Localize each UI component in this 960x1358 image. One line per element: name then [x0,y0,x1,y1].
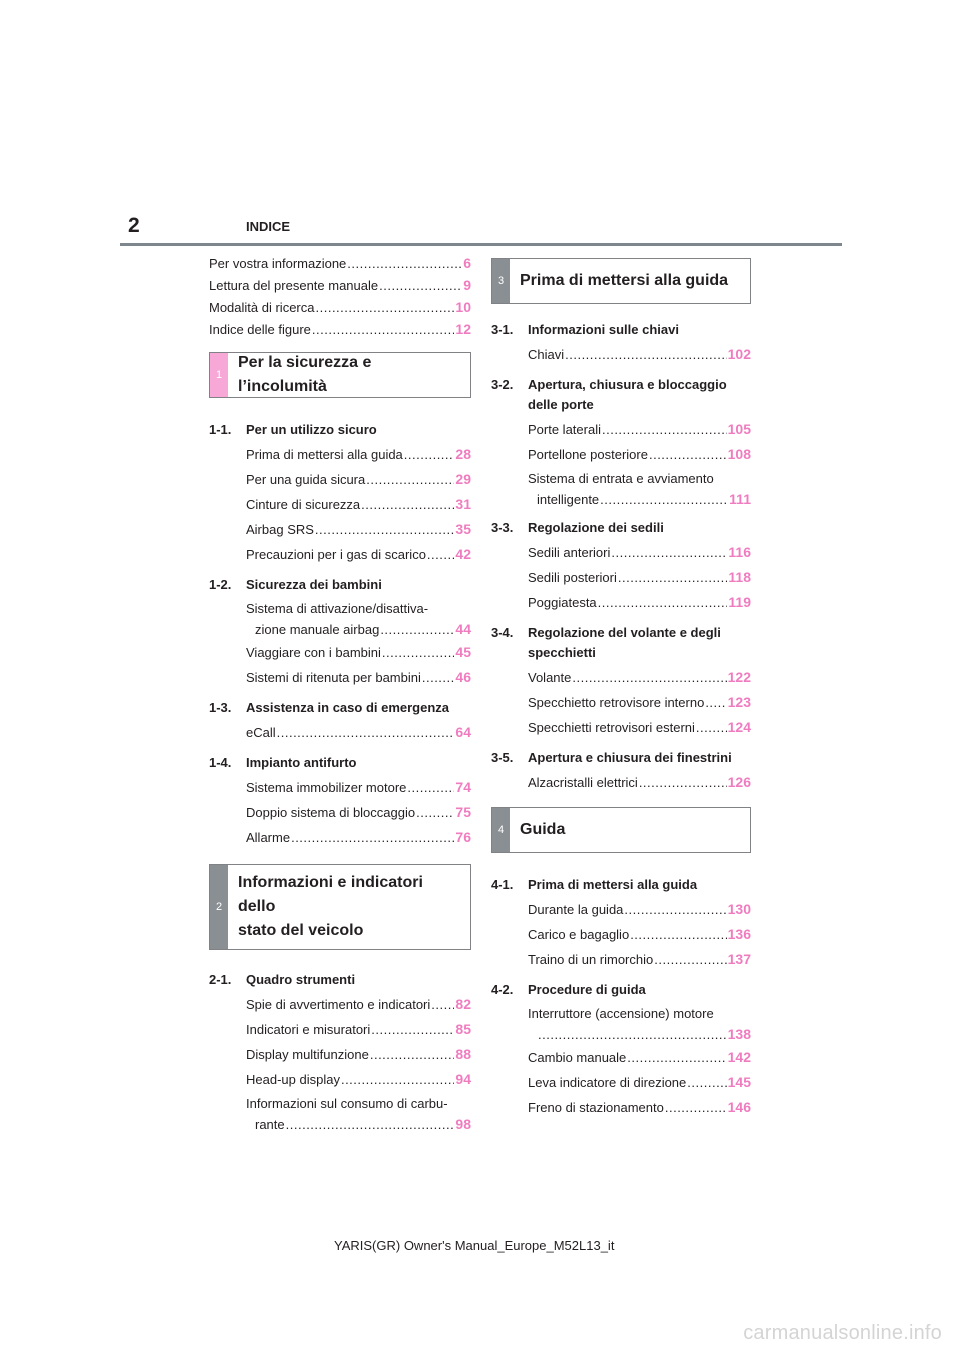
toc-entry[interactable]: Volante ..... 122 [528,665,751,690]
toc-entry[interactable]: Alzacristalli elettrici ..... 126 [528,770,751,795]
toc-entry[interactable]: Freno di stazionamento ..... 146 [528,1095,751,1120]
toc-entry[interactable]: Cambio manuale ..... 142 [528,1045,751,1070]
chapter-2-title: Informazioni e indicatori dello stato del veicolo [238,874,423,939]
page-link[interactable]: 145 [727,1074,751,1090]
toc-entry[interactable]: Specchietto retrovisore interno ..... 123 [528,690,751,715]
toc-entry[interactable]: Carico e bagaglio ..... 136 [528,922,751,947]
watermark: carmanualsonline.info [743,1322,942,1344]
toc-entry[interactable]: Porte laterali ..... 105 [528,417,751,442]
page-link[interactable]: 29 [455,471,471,487]
page-link[interactable]: 45 [455,644,471,660]
toc-entry[interactable]: Poggiatesta ..... 119 [528,590,751,615]
toc-entry[interactable]: Indice delle figure ..... 12 [209,318,471,340]
page-link[interactable]: 105 [727,421,751,437]
toc-entry[interactable]: Durante la guida ..... 130 [528,897,751,922]
toc-entry[interactable]: Specchietti retrovisori esterni ..... 124 [528,715,751,740]
page-link[interactable]: 46 [455,669,471,685]
chapter-3-tab: 3 [492,259,510,303]
page-link[interactable]: 126 [727,774,751,790]
toc-entry[interactable]: Head-up display ..... 94 [246,1067,471,1092]
section-heading: 2-1. Quadro strumenti [209,972,356,987]
toc-entry[interactable]: Per una guida sicura ..... 29 [246,467,471,492]
page-link[interactable]: 102 [727,346,751,362]
page-link[interactable]: 124 [727,719,751,735]
page-link[interactable]: 85 [455,1021,471,1037]
chapter-2-tab: 2 [210,865,228,949]
section-heading: 1-3. Assistenza in caso di emergenza [209,700,450,715]
section-heading: 1-4. Impianto antifurto [209,755,357,770]
toc-entry[interactable]: Viaggiare con i bambini ..... 45 [246,640,471,665]
page-link[interactable]: 31 [455,496,471,512]
chapter-4-title: Guida [520,821,566,838]
toc-entry[interactable]: Prima di mettersi alla guida ..... 28 [246,442,471,467]
page-link[interactable]: 9 [463,277,471,293]
page-link[interactable]: 137 [727,951,751,967]
chapter-1-title: Per la sicurezza e l’incolumità [238,354,372,395]
page-link[interactable]: 44 [455,621,471,637]
page-link[interactable]: 6 [463,255,471,271]
page-link[interactable]: 118 [728,569,751,585]
section-heading: 3-5. Apertura e chiusura dei finestrini [491,750,732,765]
page-link[interactable]: 12 [455,321,471,337]
chapter-4-box[interactable] [491,807,751,853]
toc-entry[interactable]: Sistema di attivazione/disattiva- zione manuale airbag ..... 44 [246,597,471,640]
chapter-3-title: Prima di mettersi alla guida [520,272,729,289]
page-link[interactable]: 146 [727,1099,751,1115]
toc-entry[interactable]: Portellone posteriore ..... 108 [528,442,751,467]
toc-entry[interactable]: eCall ..... 64 [246,720,471,745]
page-link[interactable]: 64 [455,724,471,740]
header-rule [120,243,842,246]
page-link[interactable]: 136 [727,926,751,942]
section-heading: 4-2. Procedure di guida [491,982,646,997]
toc-entry[interactable]: Sistemi di ritenuta per bambini ..... 46 [246,665,471,690]
page-link[interactable]: 88 [455,1046,471,1062]
section-heading: 3-4. Regolazione del volante e degli specchietti [491,625,721,660]
page-link[interactable]: 94 [455,1071,471,1087]
chapter-1-tab: 1 [210,353,228,397]
section-heading: 1-1. Per un utilizzo sicuro [209,422,377,437]
toc-entry[interactable]: Doppio sistema di bloccaggio ..... 75 [246,800,471,825]
page-link[interactable]: 28 [455,446,471,462]
page-link[interactable]: 42 [455,546,471,562]
toc-entry[interactable]: Sistema di entrata e avviamento intelligente ..... 111 [528,467,751,510]
toc-entry[interactable]: Traino di un rimorchio ..... 137 [528,947,751,972]
toc-entry[interactable]: Sedili posteriori ..... 118 [528,565,751,590]
toc-entry[interactable]: Airbag SRS ..... 35 [246,517,471,542]
chapter-2-box[interactable] [209,864,471,950]
page-link[interactable]: 75 [455,804,471,820]
toc-right-column [491,252,751,1120]
toc-entry[interactable]: Informazioni sul consumo di carbu- rante ..... 98 [246,1092,471,1135]
page-link[interactable]: 122 [727,669,751,685]
page-number: 2 [128,214,140,237]
page-link[interactable]: 35 [455,521,471,537]
page-link[interactable]: 108 [727,446,751,462]
toc-entry[interactable]: Chiavi ..... 102 [528,342,751,367]
toc-entry[interactable]: Interruttore (accensione) motore ..... 138 [528,1002,751,1045]
page-link[interactable]: 82 [455,996,471,1012]
toc-entry[interactable]: Sedili anteriori ..... 116 [528,540,751,565]
page-link[interactable]: 111 [729,491,751,507]
toc-entry[interactable]: Allarme ..... 76 [246,825,471,850]
chapter-1-box[interactable] [209,352,471,398]
page-link[interactable]: 119 [728,594,751,610]
page-link[interactable]: 130 [727,901,751,917]
toc-left-column [209,252,471,1135]
page-link[interactable]: 10 [455,299,471,315]
footer-text: YARIS(GR) Owner's Manual_Europe_M52L13_it [334,1238,615,1253]
page-link[interactable]: 74 [455,779,471,795]
page-link[interactable]: 123 [727,694,751,710]
chapter-3-box[interactable] [491,258,751,304]
page-link[interactable]: 116 [728,544,751,560]
toc-entry[interactable]: Lettura del presente manuale ..... 9 [209,274,471,296]
section-heading: 3-3. Regolazione dei sedili [491,520,664,535]
toc-entry[interactable]: Leva indicatore di direzione ..... 145 [528,1070,751,1095]
section-heading: 4-1. Prima di mettersi alla guida [491,877,698,892]
toc-entry[interactable]: Spie di avvertimento e indicatori ..... 82 [246,992,471,1017]
toc-entry[interactable]: Display multifunzione ..... 88 [246,1042,471,1067]
toc-entry[interactable]: Sistema immobilizer motore ..... 74 [246,775,471,800]
section-title: INDICE [246,219,291,234]
toc-entry[interactable]: Cinture di sicurezza ..... 31 [246,492,471,517]
toc-entry[interactable]: Precauzioni per i gas di scarico ..... 42 [246,542,471,567]
toc-entry[interactable]: Indicatori e misuratori ..... 85 [246,1017,471,1042]
toc-entry[interactable]: Per vostra informazione ..... 6 [209,252,471,274]
page-link[interactable]: 142 [727,1049,751,1065]
section-heading: 3-1. Informazioni sulle chiavi [491,322,679,337]
chapter-4-tab: 4 [492,808,510,852]
page-link[interactable]: 138 [727,1026,751,1042]
section-heading: 1-2. Sicurezza dei bambini [209,577,382,592]
section-heading: 3-2. Apertura, chiusura e bloccaggio delle porte [491,377,727,412]
toc-entry[interactable]: Modalità di ricerca ..... 10 [209,296,471,318]
page-link[interactable]: 98 [455,1116,471,1132]
page-link[interactable]: 76 [455,829,471,845]
